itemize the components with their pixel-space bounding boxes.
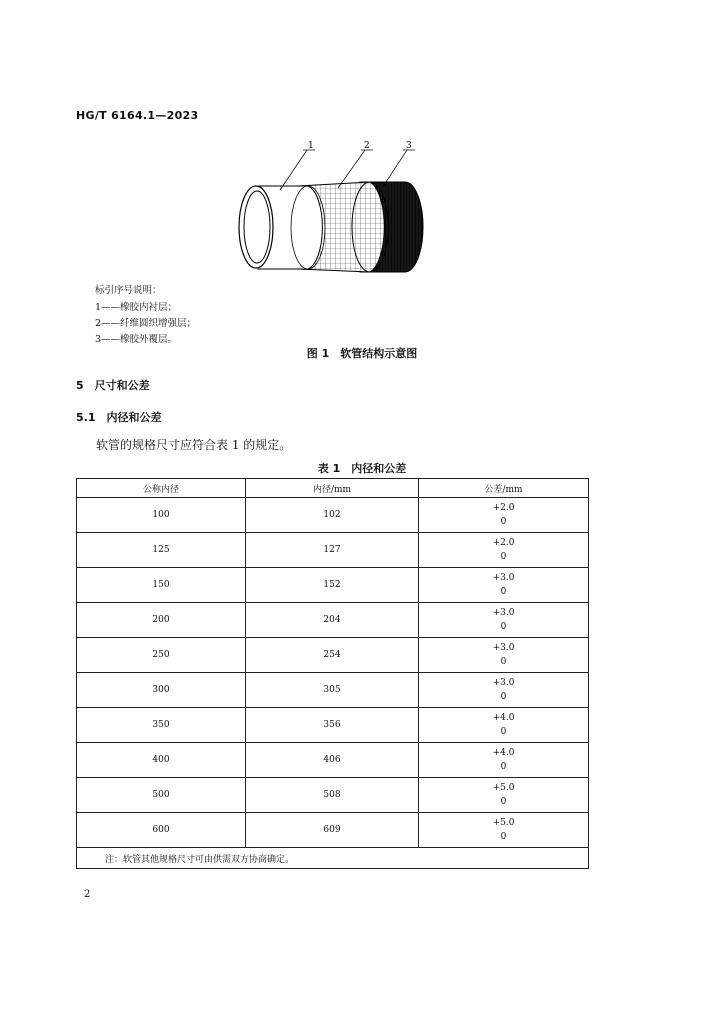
cell-tolerance	[419, 708, 589, 743]
cell-nominal: 200	[77, 603, 246, 638]
cell-tolerance	[419, 673, 589, 708]
cell-inner-diameter: 356	[246, 708, 419, 743]
section-title: 5 尺寸和公差	[76, 379, 150, 392]
tolerance-upper: +2.0	[492, 538, 515, 548]
table-row	[77, 673, 589, 708]
callout-3: 3	[406, 141, 412, 151]
table-row	[77, 638, 589, 673]
cell-tolerance	[419, 638, 589, 673]
tolerance-upper: +4.0	[492, 713, 515, 723]
tolerance-upper: +3.0	[492, 573, 515, 583]
cell-nominal: 100	[77, 498, 246, 533]
cell-nominal: 500	[77, 778, 246, 813]
tolerance-lower: 0	[500, 797, 507, 807]
cell-tolerance	[419, 498, 589, 533]
table-row	[77, 708, 589, 743]
tolerance-lower: 0	[500, 762, 507, 772]
tolerance-lower: 0	[500, 587, 507, 597]
cell-nominal: 150	[77, 568, 246, 603]
table-caption: 表 1 内径和公差	[317, 462, 407, 475]
cell-nominal: 600	[77, 813, 246, 848]
callout-2: 2	[364, 141, 370, 151]
cell-inner-diameter: 152	[246, 568, 419, 603]
tolerance-lower: 0	[500, 517, 507, 527]
cell-tolerance	[419, 603, 589, 638]
cell-inner-diameter: 204	[246, 603, 419, 638]
cell-tolerance	[419, 743, 589, 778]
table-row	[77, 813, 589, 848]
cell-inner-diameter: 609	[246, 813, 419, 848]
subsection-title: 5.1 内径和公差	[76, 411, 162, 424]
tolerance-upper: +3.0	[492, 678, 515, 688]
tolerance-lower: 0	[500, 552, 507, 562]
cell-inner-diameter: 102	[246, 498, 419, 533]
cell-nominal: 400	[77, 743, 246, 778]
table-row	[77, 603, 589, 638]
dimensions-table	[76, 478, 589, 869]
tolerance-upper: +3.0	[492, 608, 515, 618]
cell-nominal: 300	[77, 673, 246, 708]
table-note: 注：软管其他规格尺寸可由供需双方协商确定。	[77, 848, 589, 869]
col-header-inner-diameter: 内径/mm	[246, 479, 419, 498]
tolerance-lower: 0	[500, 727, 507, 737]
cell-tolerance	[419, 778, 589, 813]
tolerance-upper: +4.0	[492, 748, 515, 758]
legend-title: 标引序号说明：	[95, 285, 162, 296]
callout-1: 1	[308, 141, 314, 151]
cell-inner-diameter: 508	[246, 778, 419, 813]
body-paragraph: 软管的规格尺寸应符合表 1 的规定。	[96, 438, 292, 452]
tolerance-upper: +3.0	[492, 643, 515, 653]
cell-inner-diameter: 254	[246, 638, 419, 673]
tolerance-lower: 0	[500, 832, 507, 842]
table-row	[77, 498, 589, 533]
table-header-row	[77, 479, 589, 498]
cell-inner-diameter: 406	[246, 743, 419, 778]
cell-nominal: 350	[77, 708, 246, 743]
hose-structure-figure	[200, 138, 460, 278]
table-row	[77, 568, 589, 603]
cell-inner-diameter: 127	[246, 533, 419, 568]
tolerance-lower: 0	[500, 622, 507, 632]
col-header-tolerance: 公差/mm	[419, 479, 589, 498]
figure-caption: 图 1 软管结构示意图	[306, 347, 418, 360]
tolerance-lower: 0	[500, 657, 507, 667]
page-number: 2	[84, 889, 91, 900]
legend-item: 3——橡胶外覆层。	[95, 334, 178, 345]
tolerance-lower: 0	[500, 692, 507, 702]
cell-nominal: 125	[77, 533, 246, 568]
tolerance-upper: +2.0	[492, 503, 515, 513]
cell-nominal: 250	[77, 638, 246, 673]
table-row	[77, 533, 589, 568]
table-row	[77, 743, 589, 778]
tolerance-upper: +5.0	[492, 818, 515, 828]
standard-code: HG/T 6164.1—2023	[76, 109, 199, 122]
legend-item: 1——橡胶内衬层；	[95, 302, 178, 313]
cell-tolerance	[419, 533, 589, 568]
table-row	[77, 778, 589, 813]
legend-item: 2——纤维圆织增强层；	[95, 318, 197, 329]
cell-tolerance	[419, 813, 589, 848]
col-header-nominal: 公称内径	[77, 479, 246, 498]
cell-inner-diameter: 305	[246, 673, 419, 708]
tolerance-upper: +5.0	[492, 783, 515, 793]
cell-tolerance	[419, 568, 589, 603]
